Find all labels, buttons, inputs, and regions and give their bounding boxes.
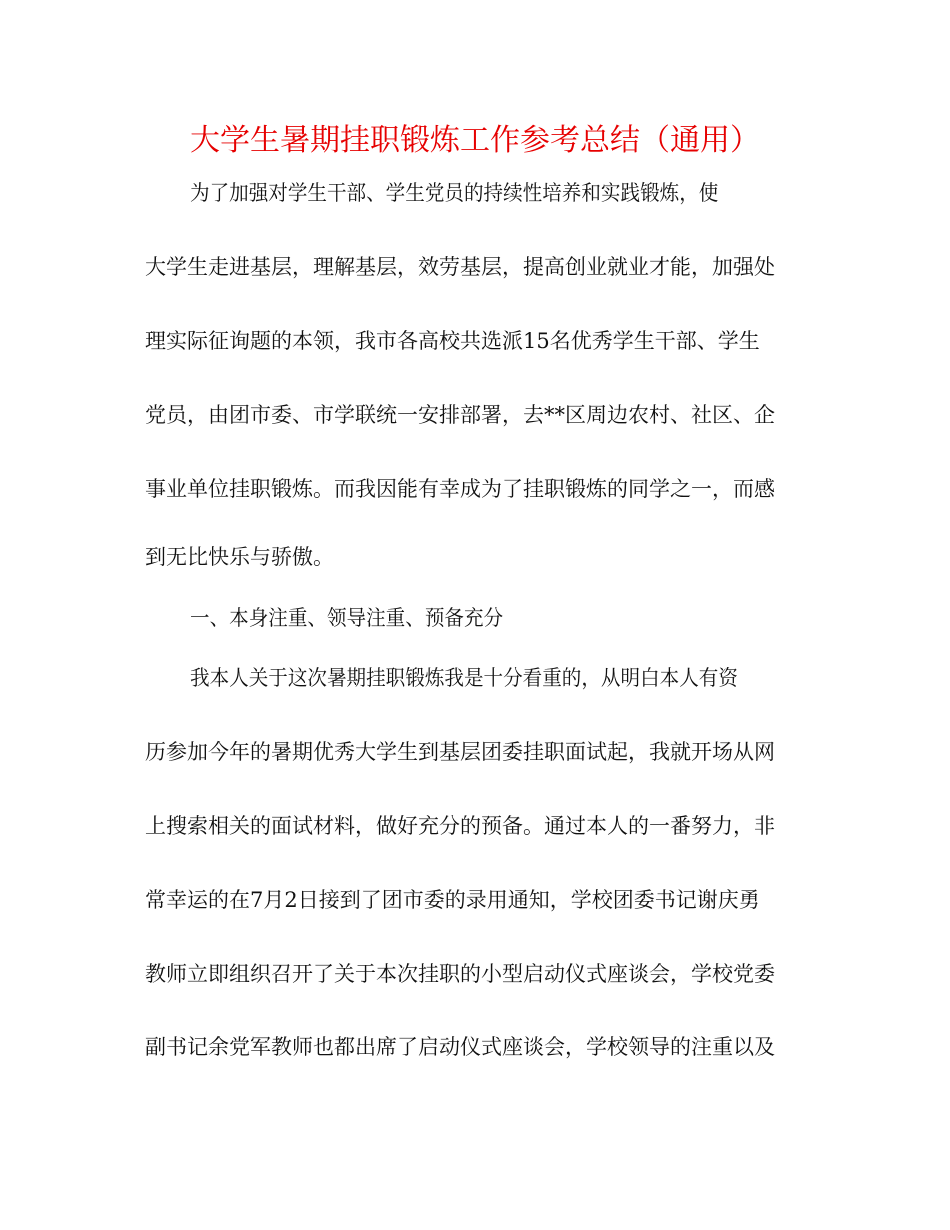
paragraph-line: 教师立即组织召开了关于本次挂职的小型启动仪式座谈会，学校党委 (145, 962, 775, 986)
paragraph-line: 到无比快乐与骄傲。 (145, 545, 334, 569)
section-heading: 一、本身注重、领导注重、预备充分 (190, 606, 504, 630)
paragraph-line: 事业单位挂职锻炼。而我因能有幸成为了挂职锻炼的同学之一，而感 (145, 477, 775, 501)
paragraph-line: 上搜索相关的面试材料，做好充分的预备。通过本人的一番努力，非 (145, 814, 775, 838)
document-title: 大学生暑期挂职锻炼工作参考总结（通用） (190, 123, 760, 158)
paragraph-line: 党员，由团市委、市学联统一安排部署，去**区周边农村、社区、企 (145, 403, 775, 427)
paragraph-line: 副书记余党军教师也都出席了启动仪式座谈会，学校领导的注重以及 (145, 1035, 775, 1059)
paragraph-line: 历参加今年的暑期优秀大学生到基层团委挂职面试起，我就开场从网 (145, 740, 775, 764)
paragraph-line: 我本人关于这次暑期挂职锻炼我是十分看重的，从明白本人有资 (190, 666, 738, 690)
paragraph-line: 理实际征询题的本领，我市各高校共选派15名优秀学生干部、学生 (145, 329, 760, 353)
paragraph-line: 为了加强对学生干部、学生党员的持续性培养和实践锻炼，使 (190, 181, 719, 205)
paragraph-line: 常幸运的在7月2日接到了团市委的录用通知，学校团委书记谢庆勇 (145, 888, 760, 912)
paragraph-line: 大学生走进基层，理解基层，效劳基层，提高创业就业才能，加强处 (145, 255, 775, 279)
